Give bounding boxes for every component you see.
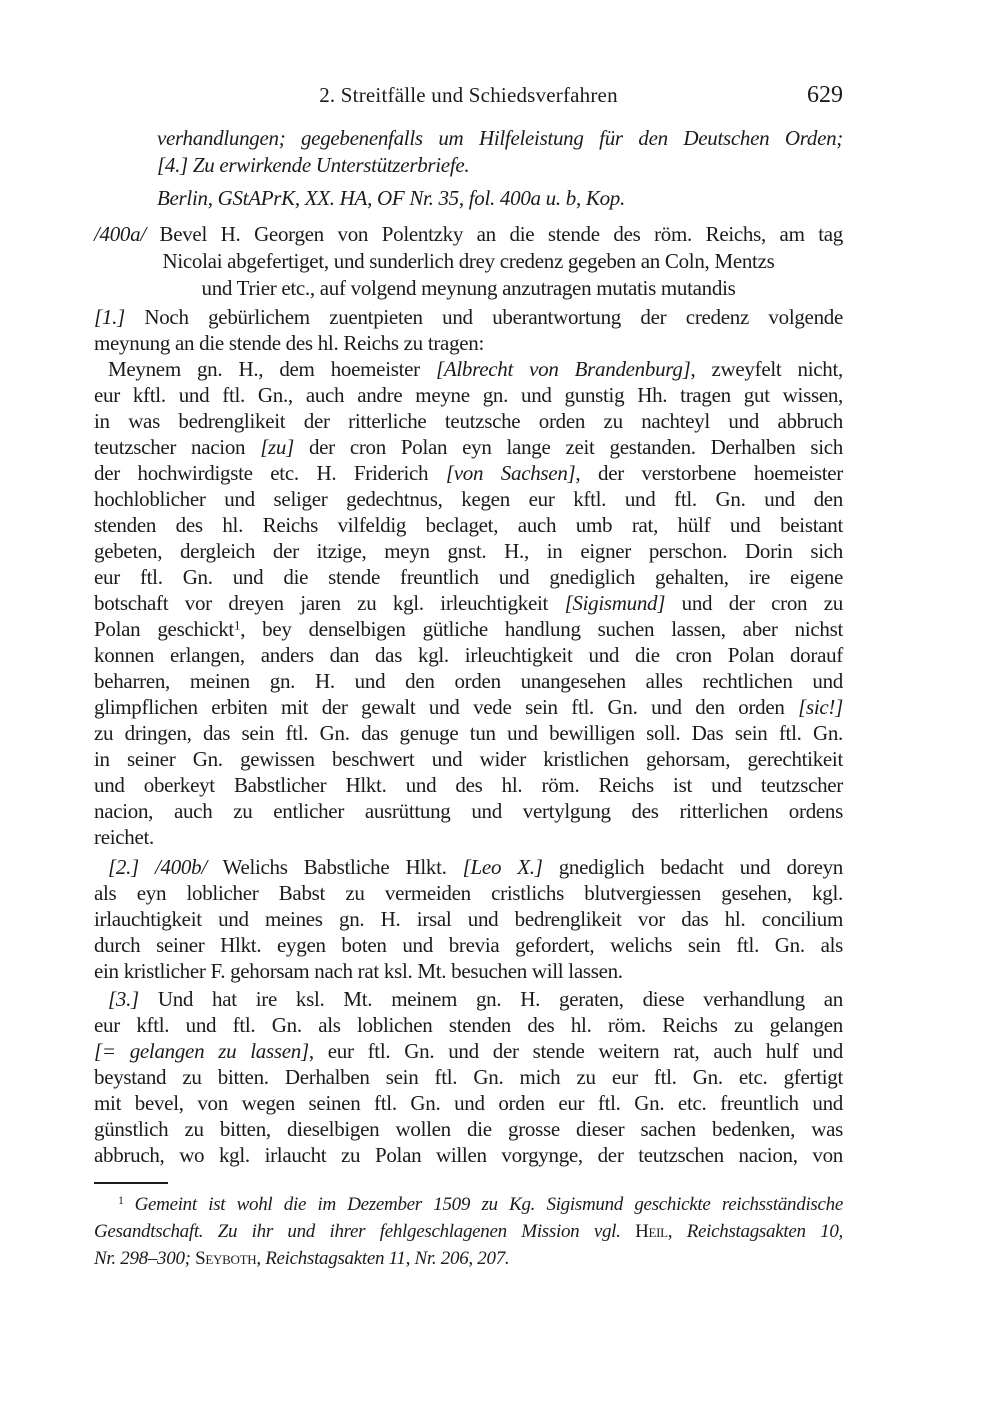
text-segment: beystand zu bitten. Derhalben sein ftl. Gn. mich zu eur ftl. Gn. etc. gfertigt [94,1065,843,1089]
regest-block [157,125,843,179]
running-head-title: 2. Streitfälle und Schiedsverfahren [319,83,618,107]
text-segment: hochloblicher und seliger gedechtnus, kegen eur kftl. und ftl. Gn. und den [94,487,843,511]
text-segment: Heil [635,1221,668,1242]
text-line [94,221,843,248]
text-segment: [4.] Zu erwirkende Unterstützerbriefe. [157,153,470,177]
text-segment: [Albrecht von Brandenburg] [435,357,691,381]
text-segment: und oberkeyt Babstlicher Hlkt. und des hl. röm. Reichs ist und teutzscher [94,773,843,797]
text-line [94,1116,843,1142]
text-line [94,460,843,486]
text-line [94,798,843,824]
body-paragraph [94,854,843,984]
text-segment: Bevel H. Georgen von Polentzky an die stende des röm. Reichs, am tag [145,222,843,246]
text-line [94,720,843,746]
page-number: 629 [807,82,843,108]
text-line [94,564,843,590]
text-line [94,1090,843,1116]
text-line [157,152,843,179]
text-segment: Polan geschickt [94,617,234,641]
text-line [94,275,843,302]
text-line [94,1064,843,1090]
text-segment: und Trier etc., auf volgend meynung anzutragen mutatis mutandis [201,276,736,300]
text-segment: /400a/ [94,222,146,246]
text-line [94,772,843,798]
text-line [94,486,843,512]
text-segment: [sic!] [798,695,843,719]
text-segment: durch seiner Hlkt. eygen boten und brevia gefordert, welichs sein ftl. Gn. als [94,933,843,957]
text-segment: mit bevel, von wegen seinen ftl. Gn. und orden eur ftl. Gn. etc. freuntlich und [94,1091,843,1115]
text-line [94,330,843,356]
text-segment: Nr. 298–300; [94,1248,196,1269]
text-segment: irlauchtigkeit und meines gn. H. irsal und bedrenglikeit vor das hl. concilium [94,907,843,931]
text-segment: botschaft vor dreyen jaren zu kgl. irleuchtigkeit [94,591,565,615]
text-line [94,880,843,906]
text-line [94,304,843,330]
text-line [94,746,843,772]
text-segment: [3.] [108,987,139,1011]
text-segment: [von Sachsen] [445,461,576,485]
text-segment: meynung an die stende des hl. Reichs zu tragen: [94,331,485,355]
text-line [94,1038,843,1064]
text-segment: [2.] /400b/ [108,855,207,879]
text-segment: eur kftl. und ftl. Gn., auch andre meyne gn. und gunstig Hh. tragen gut wissen, [94,383,843,407]
text-segment: Welichs Babstliche Hlkt. [206,855,463,879]
text-line [94,932,843,958]
text-line [94,512,843,538]
text-line [94,1191,843,1218]
text-segment: nacion, auch zu entlicher ausrüttung und vertylgung des ritterlichen ordens [94,799,843,823]
footnote-marker: 1 [233,617,241,633]
text-line [94,590,843,616]
text-line [94,1218,843,1245]
text-line [94,986,843,1012]
text-line [94,1012,843,1038]
text-segment: Und hat ire ksl. Mt. meinem gn. H. geraten, diese verhandlung an [138,987,843,1011]
text-segment: [Leo X.] [462,855,543,879]
text-segment: , bey denselbigen gütliche handlung suchen lassen, aber nichst [240,617,844,641]
text-segment: Gesandtschaft. Zu ihr und ihrer fehlgeschlagenen Mission vgl. [94,1221,636,1242]
text-segment: , Reichstagsakten 11, Nr. 206, 207. [256,1248,510,1269]
text-segment: beharren, meinen gn. H. und den orden unangesehen alles rechtlichen und [94,669,843,693]
text-line [94,434,843,460]
text-segment: gnediglich bedacht und doreyn [542,855,843,879]
text-segment: [1.] [94,305,125,329]
document-heading-block [94,221,843,302]
text-segment: ein kristlicher F. gehorsam nach rat ksl. Mt. besuchen will lassen. [94,959,623,983]
footnote-marker: 1 [118,1194,124,1208]
text-line [157,125,843,152]
text-line [94,668,843,694]
text-segment: eur ftl. Gn. und die stende freuntlich und gnediglich gehalten, ire eigene [94,565,843,589]
footnote-block [94,1191,843,1272]
text-segment: [zu] [260,435,295,459]
text-line [94,248,843,275]
text-segment: günstlich zu bitten, dieselbigen wollen die grosse dieser sachen bedenken, was [94,1117,843,1141]
text-line [94,382,843,408]
text-segment: , eur ftl. Gn. und der stende weitern rat, auch hulf und [308,1039,843,1063]
text-segment: abbruch, wo kgl. irlaucht zu Polan willen vorgynge, der teutzschen nacion, von [94,1143,843,1167]
body-paragraph [94,304,843,356]
text-line [94,1245,843,1272]
text-segment: , Reichstagsakten 10, [667,1221,843,1242]
text-line [94,694,843,720]
text-line [94,538,843,564]
text-segment: , der verstorbene hoemeister [575,461,843,485]
text-line [94,408,843,434]
text-segment: [Sigismund] [564,591,666,615]
text-segment: Gemeint ist wohl die im Dezember 1509 zu Kg. Sigismund geschickte reichsständische [134,1194,843,1215]
text-segment: und der cron zu [665,591,843,615]
text-segment: gebeten, dergleich der itzige, meyn gnst. H., in eigner perschon. Dorin sich [94,539,843,563]
text-segment: verhandlungen; gegebenenfalls um Hilfeleistung für den Deutschen Orden; [157,126,843,150]
body-paragraph [94,356,843,850]
text-segment: Noch gebürlichem zuentpieten und uberantwortung der credenz volgende [124,305,843,329]
text-segment: teutzscher nacion [94,435,261,459]
text-segment: konnen erlangen, anders dan das kgl. irleuchtigkeit und die cron Polan dorauf [94,643,843,667]
text-line [94,854,843,880]
body-paragraph [94,986,843,1168]
text-line [94,356,843,382]
text-segment: stenden des hl. Reichs vilfeldig beclaget, auch umb rat, hülf und beistant [94,513,843,537]
text-segment: der hochwirdigste etc. H. Friderich [94,461,446,485]
text-segment: , zweyfelt nicht, [690,357,843,381]
text-segment: reichet. [94,825,154,849]
text-segment: eur kftl. und ftl. Gn. als loblichen stenden des hl. röm. Reichs zu gelangen [94,1013,843,1037]
text-line [94,906,843,932]
text-line [94,616,843,642]
text-segment: Meynem gn. H., dem hoemeister [108,357,436,381]
footnote-separator-rule [94,1182,168,1184]
text-segment: zu dringen, das sein ftl. Gn. das genuge tun und bewilligen soll. Das sein ftl. Gn. [94,721,843,745]
text-segment: in seiner Gn. gewissen beschwert und wider kristlichen gehorsam, gerechtikeit [94,747,843,771]
running-head [94,82,843,108]
text-segment: glimpflichen erbiten mit der gewalt und vede sein ftl. Gn. und den orden [94,695,799,719]
text-line [94,1142,843,1168]
type-area [94,0,843,1272]
text-segment: Seyboth [195,1248,257,1269]
text-segment: der cron Polan eyn lange zeit gestanden. Derhalben sich [294,435,843,459]
archival-source-line: Berlin, GStAPrK, XX. HA, OF Nr. 35, fol. 400a u. b, Kop. [157,186,625,210]
text-segment: Nicolai abgefertiget, und sunderlich drey credenz gegeben an Coln, Mentzs [162,249,775,273]
text-line [94,824,843,850]
text-line [94,958,843,984]
text-segment: als eyn loblicher Babst zu vermeiden cristlichs blutvergiessen gesehen, kgl. [94,881,843,905]
text-segment: in was bedrenglikeit der ritterliche teutzsche orden zu nachteyl und abbruch [94,409,843,433]
text-segment: [= gelangen zu lassen] [94,1039,309,1063]
text-line [94,642,843,668]
